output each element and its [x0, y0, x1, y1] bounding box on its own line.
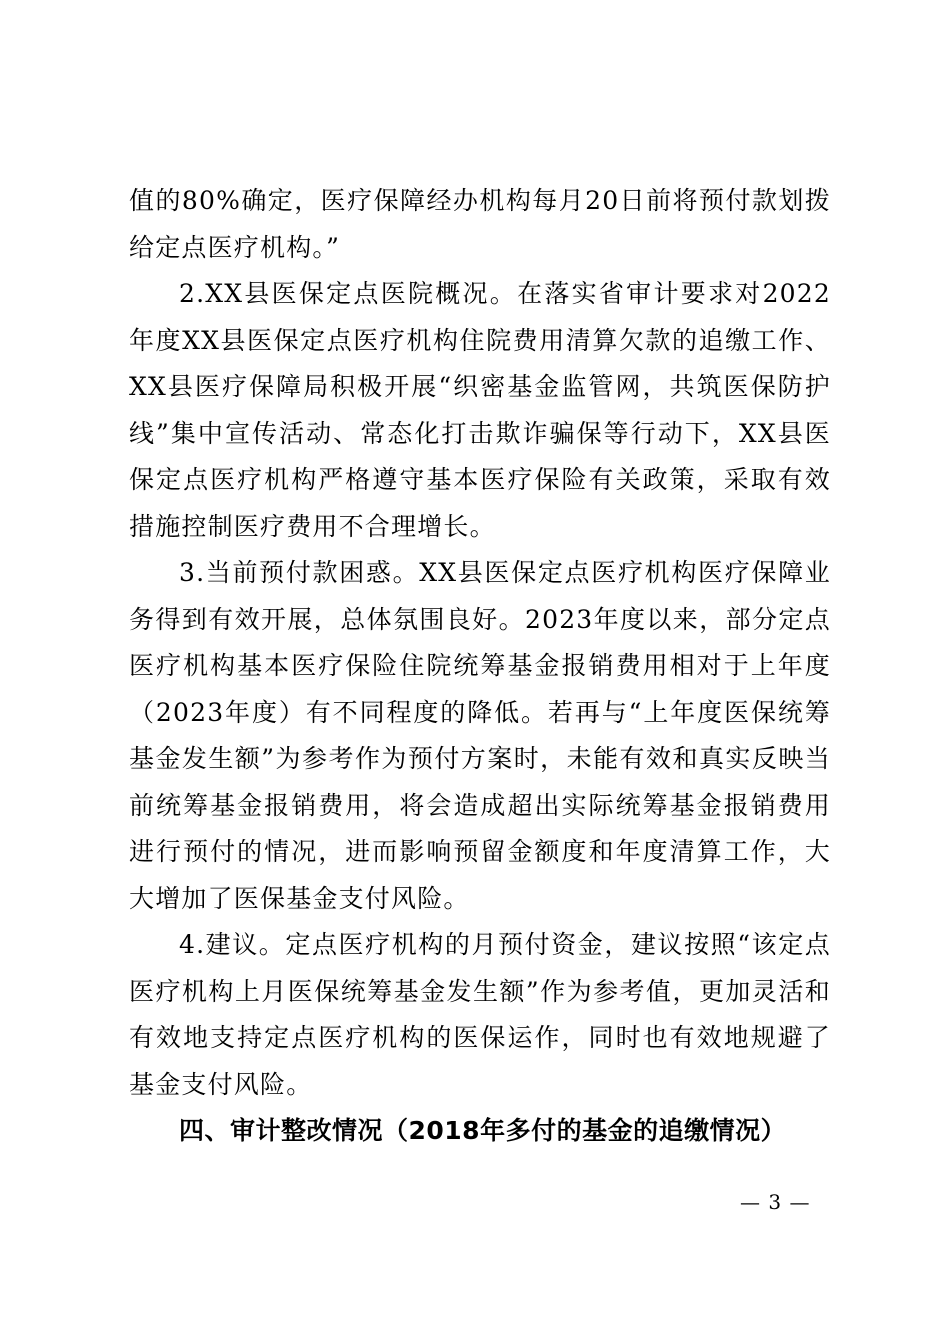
section-heading: 四、审计整改情况（2018年多付的基金的追缴情况） [179, 1116, 787, 1145]
paragraph-hospital-overview: 2.XX县医保定点医院概况。在落实省审计要求对2022年度XX县医保定点医疗机构住院费用清算欠款的追缴工作、XX县医疗保障局积极开展“织密基金监管网，共筑医保防护线”集中宣传活动、常态化打击欺诈骗保等行动下，XX县医保定点医疗机构严格遵守基本医疗保险有关政策，采取有效措施控制医疗费用不合理增长。 [129, 279, 831, 541]
paragraph-suggestion: 4.建议。定点医疗机构的月预付资金，建议按照“该定点医疗机构上月医保统筹基金发生额”作为参考值，更加灵活和有效地支持定点医疗机构的医保运作，同时也有效地规避了基金支付风险。 [129, 930, 831, 1099]
document-body [129, 178, 831, 1155]
paragraph-continuation: 值的80%确定，医疗保障经办机构每月20日前将预付款划拨给定点医疗机构。” [129, 186, 831, 262]
paragraph-prepayment-issue: 3.当前预付款困惑。XX县医保定点医疗机构医疗保障业务得到有效开展，总体氛围良好。2023年度以来，部分定点医疗机构基本医疗保险住院统筹基金报销费用相对于上年度（2023年度）有不同程度的降低。若再与“上年度医保统筹基金发生额”为参考作为预付方案时，未能有效和真实反映当前统筹基金报销费用，将会造成超出实际统筹基金报销费用进行预付的情况，进而影响预留金额度和年度清算工作，大大增加了医保基金支付风险。 [129, 558, 831, 913]
page-number: — 3 — [740, 1190, 811, 1214]
